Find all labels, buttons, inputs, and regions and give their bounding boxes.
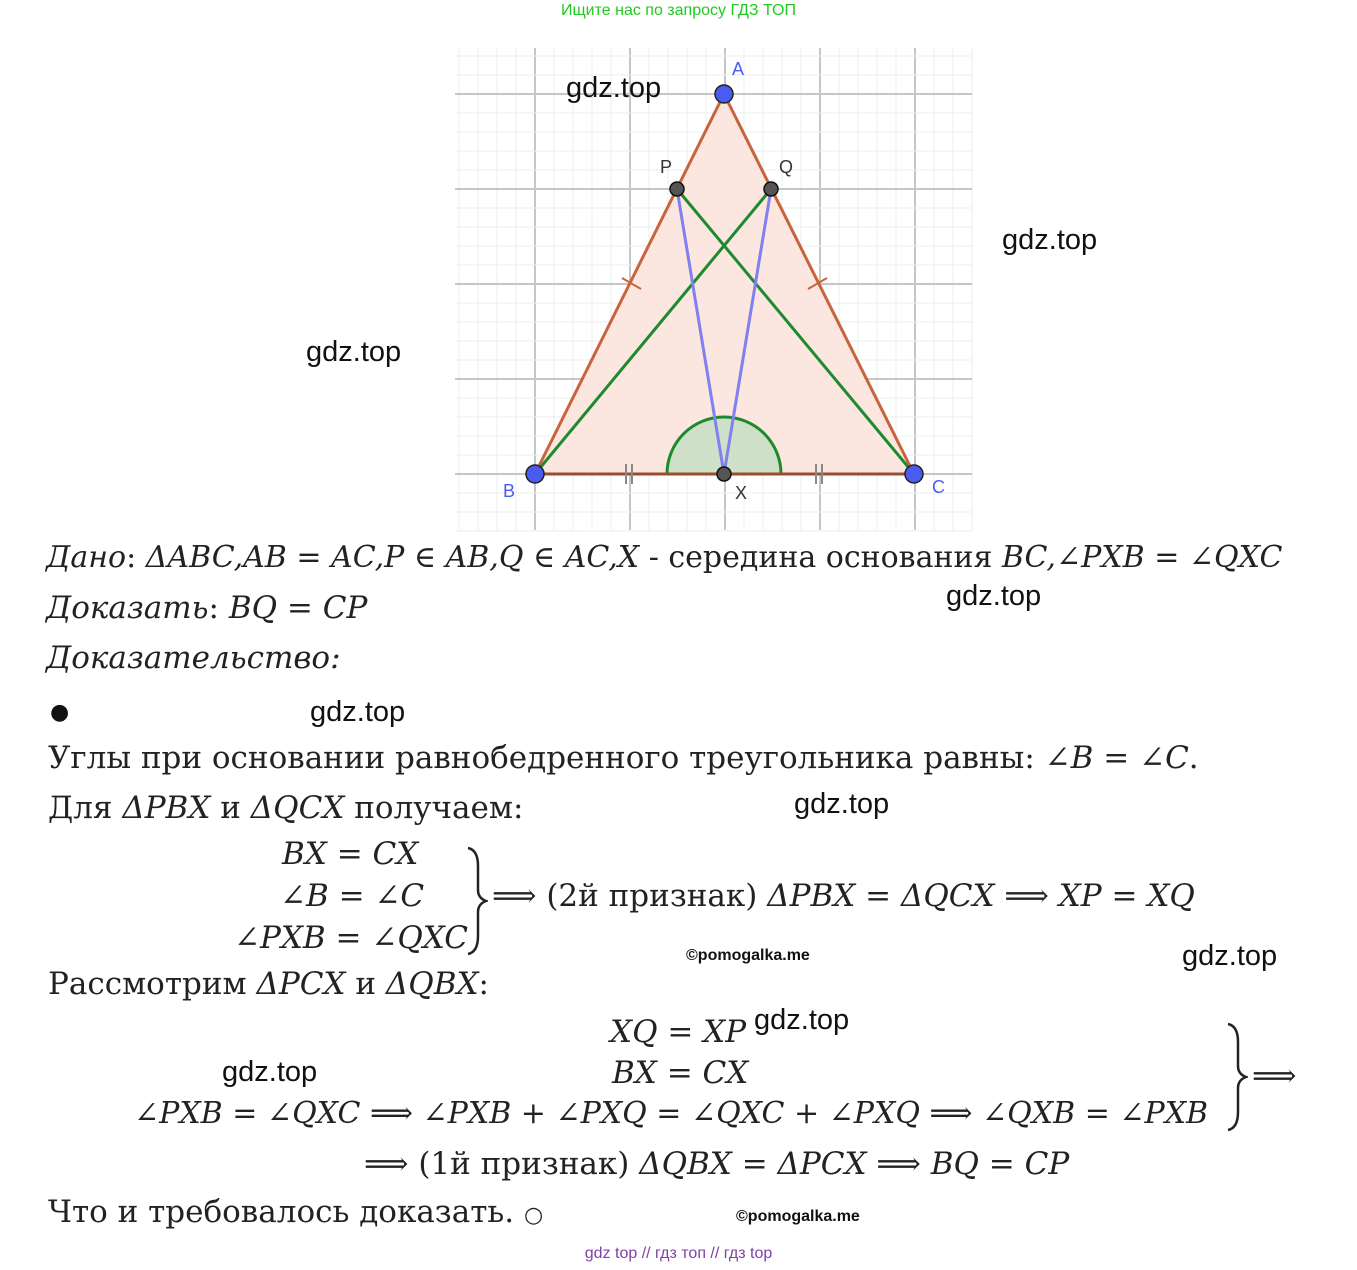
step3-m2: ΔQBX: [385, 966, 479, 1002]
system1-arrow: ⟹: [492, 878, 537, 914]
final-result: ΔQBX = ΔPCX ⟹ BQ = CP: [639, 1146, 1070, 1182]
system2-line-1: XQ = XP: [610, 1014, 747, 1050]
prove-label: Доказать: [46, 590, 209, 626]
given-sep: :: [126, 540, 137, 575]
watermark-6: gdz.top: [794, 788, 890, 820]
given-math-2: BC,∠PXB = ∠QXC: [1001, 540, 1283, 575]
system2-line-2: BX = CX: [612, 1055, 749, 1091]
system1-result: ΔPBX = ΔQCX ⟹ XP = XQ: [767, 878, 1195, 914]
point-x: [717, 467, 731, 481]
prove-sep: :: [208, 590, 219, 626]
prove-line: [46, 590, 367, 626]
footer-links[interactable]: gdz top // гдз топ // гдз top: [584, 1245, 773, 1262]
system1-line-1: BX = CX: [282, 836, 419, 872]
label-q: Q: [779, 157, 794, 177]
qed-mark: ○: [523, 1203, 544, 1228]
step1-math: ∠B = ∠C: [1044, 740, 1189, 776]
watermark-8: gdz.top: [754, 1004, 850, 1036]
system2-line-3: ∠PXB = ∠QXC ⟹ ∠PXB + ∠PXQ = ∠QXC + ∠PXQ ⟹ ∠QXB = ∠PXB: [134, 1096, 1209, 1131]
watermark-1: gdz.top: [566, 72, 662, 104]
given-text: - середина основания: [639, 540, 1002, 575]
qed-text: Что и требовалось доказать.: [48, 1194, 515, 1230]
system1-line-3: ∠PXB = ∠QXC: [234, 920, 468, 956]
step2-m2: ΔQCX: [250, 790, 345, 826]
watermark-5: gdz.top: [310, 696, 406, 728]
step2-line: [48, 790, 523, 826]
qed-line: [48, 1194, 543, 1230]
given-line: [46, 540, 1282, 575]
point-b: [526, 465, 544, 483]
copyright-2: ©pomogalka.me: [736, 1208, 860, 1225]
watermark-9: gdz.top: [222, 1056, 318, 1088]
watermark-3: gdz.top: [306, 336, 402, 368]
search-hint[interactable]: Ищите нас по запросу ГДЗ ТОП: [561, 2, 796, 19]
system1-line-2: ∠B = ∠C: [280, 878, 425, 914]
watermark-4: gdz.top: [946, 580, 1042, 612]
final-arrow: ⟹: [364, 1146, 409, 1182]
step2-m1: ΔPBX: [122, 790, 211, 826]
given-label: Дано: [46, 540, 127, 575]
label-p: P: [660, 157, 673, 177]
label-b: B: [503, 481, 516, 501]
step3-t2: и: [345, 966, 386, 1002]
proof-label: Доказательство:: [46, 640, 341, 676]
point-p: [670, 182, 684, 196]
system2-arrow: ⟹: [1252, 1058, 1297, 1094]
geometry-figure: [440, 40, 980, 540]
copyright-1: ©pomogalka.me: [686, 947, 810, 964]
step2-t2: и: [210, 790, 251, 826]
system1-brace: [466, 846, 488, 956]
step1-line: [48, 740, 1199, 776]
step3-t1: Рассмотрим: [48, 966, 257, 1002]
step2-t3: получаем:: [344, 790, 524, 826]
point-c: [905, 465, 923, 483]
bullet: ●: [50, 700, 70, 725]
label-a: A: [732, 59, 745, 79]
label-x: X: [735, 483, 748, 503]
label-c: C: [932, 477, 945, 497]
step1-end: .: [1188, 740, 1199, 776]
step3-m1: ΔPCX: [256, 966, 346, 1002]
step3-line: [48, 966, 489, 1002]
system1-criterion: (2й признак): [546, 878, 758, 914]
watermark-2: gdz.top: [1002, 224, 1098, 256]
step2-t1: Для: [48, 790, 123, 826]
given-math-1: ΔABC,AB = AC,P ∈ AB,Q ∈ AC,X: [145, 540, 640, 575]
step1-text: Углы при основании равнобедренного треугольника равны:: [48, 740, 1045, 776]
watermark-7: gdz.top: [1182, 940, 1278, 972]
system1-conclusion: [492, 878, 1195, 914]
system2-brace: [1226, 1022, 1248, 1132]
final-criterion: (1й признак): [418, 1146, 630, 1182]
point-a: [715, 85, 733, 103]
step3-t3: :: [478, 966, 489, 1002]
prove-statement: BQ = CP: [228, 590, 368, 626]
point-q: [764, 182, 778, 196]
final-line: [364, 1146, 1069, 1182]
